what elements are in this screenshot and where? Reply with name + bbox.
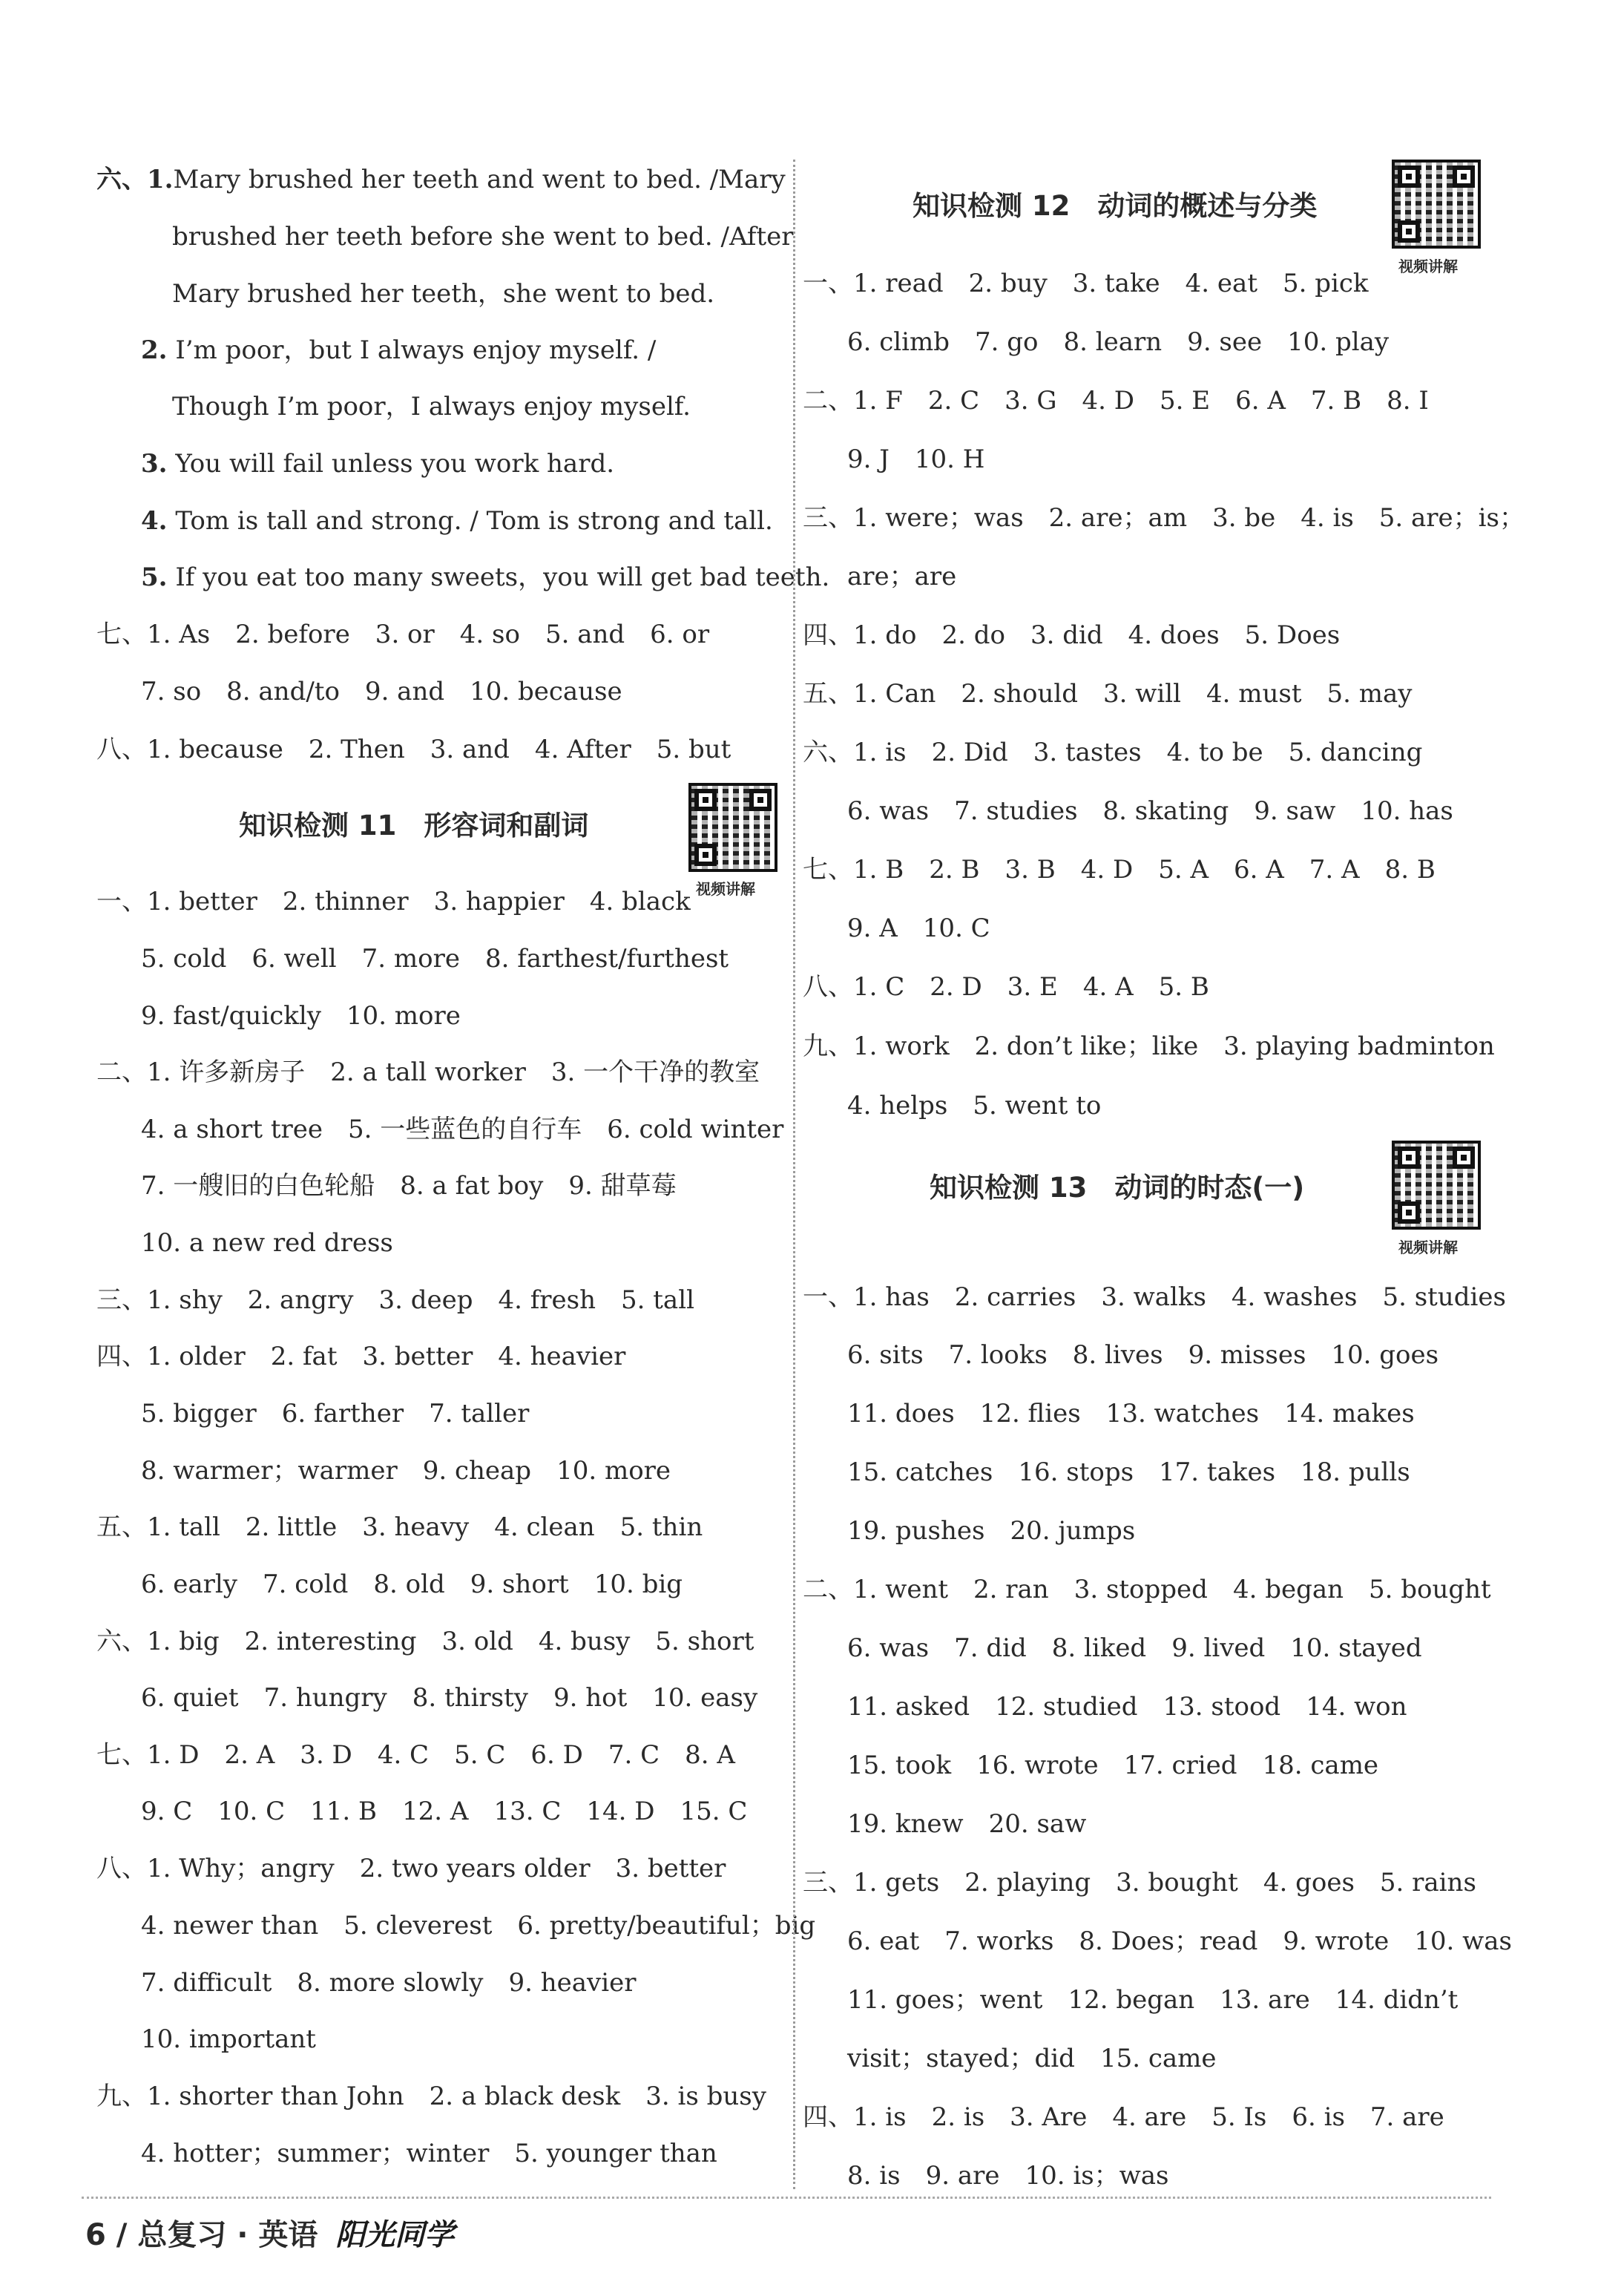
answer-line: 一、1. better 2. thinner 3. happier 4. black — [96, 887, 691, 916]
answer-line: 9. J 10. H — [847, 445, 985, 474]
answer-line: 5. bigger 6. farther 7. taller — [141, 1399, 530, 1429]
answer-line: 八、1. because 2. Then 3. and 4. After 5. but — [96, 735, 731, 764]
answer-line: Mary brushed her teeth，she went to bed. — [172, 279, 715, 309]
qr-caption: 视频讲解 — [1398, 258, 1458, 275]
answer-line: 6. sits 7. looks 8. lives 9. misses 10. goes — [847, 1340, 1439, 1370]
answer-line: 6. was 7. studies 8. skating 9. saw 10. has — [847, 796, 1453, 826]
answer-line: 6. climb 7. go 8. learn 9. see 10. play — [847, 327, 1390, 357]
answer-line: 二、1. F 2. C 3. G 4. D 5. E 6. A 7. B 8. I — [803, 386, 1429, 416]
answer-line: 10. a new red dress — [141, 1228, 393, 1258]
answer-line: 15. took 16. wrote 17. cried 18. came — [847, 1751, 1379, 1780]
answer-line: 6. quiet 7. hungry 8. thirsty 9. hot 10. easy — [141, 1683, 758, 1713]
answer-line: 8. warmer；warmer 9. cheap 10. more — [141, 1456, 671, 1486]
footer-separator: / — [116, 2218, 128, 2252]
answer-line: 二、1. went 2. ran 3. stopped 4. began 5. bought — [803, 1575, 1491, 1604]
answer-line: visit；stayed；did 15. came — [847, 2044, 1217, 2073]
answer-line: 一、1. has 2. carries 3. walks 4. washes 5. studies — [803, 1282, 1506, 1312]
answer-line: 11. asked 12. studied 13. stood 14. won — [847, 1692, 1407, 1722]
column-divider — [793, 160, 795, 2189]
brand-logo: 阳光同学 — [335, 2217, 455, 2252]
answer-line: 6. early 7. cold 8. old 9. short 10. big — [141, 1570, 683, 1599]
section-title-13: 知识检测 13 动词的时态(一) — [930, 1172, 1305, 1204]
answer-line: are；are — [847, 562, 957, 591]
answer-line: 15. catches 16. stops 17. takes 18. pulls — [847, 1457, 1410, 1487]
answer-line: 4. newer than 5. cleverest 6. pretty/beautiful；big — [141, 1911, 816, 1941]
answer-line: 九、1. work 2. don’t like；like 3. playing badminton — [803, 1031, 1495, 1061]
answer-line: 4. hotter；summer；winter 5. younger than — [141, 2139, 717, 2168]
answer-line: 九、1. shorter than John 2. a black desk 3. is busy — [96, 2082, 766, 2111]
answer-line: 三、1. gets 2. playing 3. bought 4. goes 5. rains — [803, 1868, 1476, 1898]
answer-line: 9. fast/quickly 10. more — [141, 1001, 461, 1031]
answer-line: 9. C 10. C 11. B 12. A 13. C 14. D 15. C — [141, 1797, 748, 1826]
answer-line: 7. 一艘旧的白色轮船 8. a fat boy 9. 甜草莓 — [141, 1171, 677, 1201]
answer-line: 一、1. read 2. buy 3. take 4. eat 5. pick — [803, 269, 1369, 298]
answer-line: 八、1. Why；angry 2. two years older 3. better — [96, 1854, 726, 1883]
answer-line: 4. a short tree 5. 一些蓝色的自行车 6. cold winter — [141, 1115, 784, 1144]
qr-caption: 视频讲解 — [696, 880, 755, 898]
page-number: 6 — [85, 2218, 106, 2252]
answer-line: 六、1. big 2. interesting 3. old 4. busy 5. short — [96, 1627, 754, 1656]
answer-line: 2. I’m poor，but I always enjoy myself. / — [141, 335, 657, 365]
answer-line: 11. does 12. flies 13. watches 14. makes — [847, 1399, 1415, 1429]
answer-line: 9. A 10. C — [847, 914, 990, 943]
answer-line: 4. helps 5. went to — [847, 1091, 1102, 1121]
answer-line: 七、1. As 2. before 3. or 4. so 5. and 6. or — [96, 620, 710, 649]
page-footer — [85, 2211, 454, 2254]
qr-code-icon[interactable] — [688, 783, 777, 872]
answer-line: 3. You will fail unless you work hard. — [141, 449, 615, 479]
qr-code-icon[interactable] — [1392, 1141, 1481, 1230]
answer-line: 四、1. do 2. do 3. did 4. does 5. Does — [803, 620, 1341, 650]
answer-line: 七、1. D 2. A 3. D 4. C 5. C 6. D 7. C 8. A — [96, 1740, 735, 1770]
answer-line: 8. is 9. are 10. is；was — [847, 2161, 1169, 2191]
qr-caption: 视频讲解 — [1398, 1239, 1458, 1256]
answer-line: 四、1. older 2. fat 3. better 4. heavier — [96, 1342, 626, 1371]
answer-line: 六、1.Mary brushed her teeth and went to bed. /Mary — [96, 165, 786, 194]
answer-line: 二、1. 许多新房子 2. a tall worker 3. 一个干净的教室 — [96, 1057, 760, 1087]
answer-line: 10. important — [141, 2024, 316, 2054]
answer-line: 7. difficult 8. more slowly 9. heavier — [141, 1968, 637, 1998]
answer-line: 6. eat 7. works 8. Does；read 9. wrote 10. was — [847, 1926, 1512, 1956]
answer-line: 三、1. shy 2. angry 3. deep 4. fresh 5. tall — [96, 1285, 694, 1315]
answer-line: 三、1. were；was 2. are；am 3. be 4. is 5. are；is； — [803, 503, 1525, 533]
answer-line: 五、1. Can 2. should 3. will 4. must 5. may — [803, 679, 1413, 709]
answer-line: 四、1. is 2. is 3. Are 4. are 5. Is 6. is 7. are — [803, 2102, 1444, 2132]
answer-line: brushed her teeth before she went to bed. /After — [172, 222, 794, 252]
qr-code-icon[interactable] — [1392, 160, 1481, 249]
section-title-12: 知识检测 12 动词的概述与分类 — [913, 190, 1318, 222]
answer-line: 6. was 7. did 8. liked 9. lived 10. stayed — [847, 1633, 1422, 1663]
footer-divider — [82, 2197, 1491, 2199]
answer-line: 六、1. is 2. Did 3. tastes 4. to be 5. dancing — [803, 738, 1423, 767]
answer-line: 八、1. C 2. D 3. E 4. A 5. B — [803, 972, 1209, 1002]
section-title-11: 知识检测 11 形容词和副词 — [239, 810, 589, 842]
answer-line: 19. knew 20. saw — [847, 1809, 1087, 1839]
answer-line: 5. cold 6. well 7. more 8. farthest/furthest — [141, 944, 729, 974]
answer-line: 5. If you eat too many sweets，you will get bad teeth. — [141, 562, 830, 592]
answer-line: 11. goes；went 12. began 13. are 14. didn’t — [847, 1985, 1459, 2015]
answer-line: 五、1. tall 2. little 3. heavy 4. clean 5. thin — [96, 1512, 703, 1542]
book-title: 总复习 · 英语 — [137, 2218, 318, 2252]
answer-line: 七、1. B 2. B 3. B 4. D 5. A 6. A 7. A 8. B — [803, 855, 1436, 885]
answer-line: 4. Tom is tall and strong. / Tom is strong and tall. — [141, 506, 773, 536]
answer-line: 19. pushes 20. jumps — [847, 1516, 1136, 1546]
answer-line: Though I’m poor，I always enjoy myself. — [172, 392, 691, 422]
answer-line: 7. so 8. and/to 9. and 10. because — [141, 677, 622, 706]
